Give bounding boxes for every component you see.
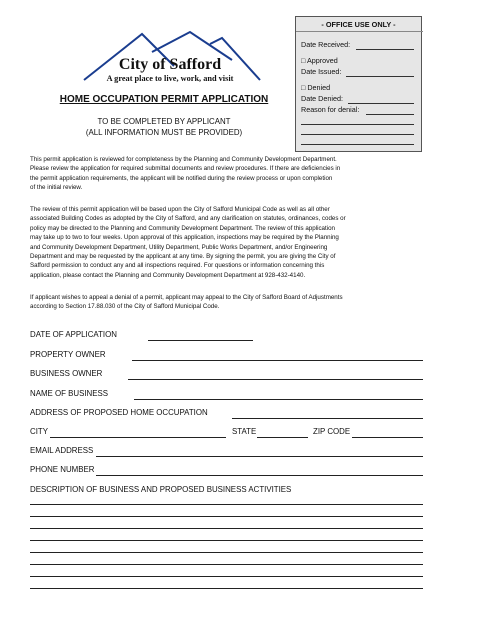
reason-line-4 [301,144,414,145]
paragraph-line: the permit application requirements, the applicant will be notified during the review process or upon completion [30,174,333,182]
date-issued-label: Date Issued: [301,67,342,76]
property-owner-field[interactable] [132,360,423,361]
paragraph-line: Please review the application for required submittal documents and review procedures. If there are deficiencies in [30,165,341,173]
description-line[interactable] [30,588,423,589]
name-of-business-field[interactable] [134,399,423,400]
office-divider [296,31,423,32]
description-line[interactable] [30,552,423,553]
paragraph-line: Safford permission to conduct any and all inspections required. For questions or information concerning this [30,262,325,270]
description-label: DESCRIPTION OF BUSINESS AND PROPOSED BUSINESS ACTIVITIES [30,485,292,494]
description-line[interactable] [30,528,423,529]
city-label: CITY [30,427,48,436]
date-issued-line [346,76,414,77]
email-address-label: EMAIL ADDRESS [30,446,94,455]
paragraph-line: of the initial review. [30,184,83,192]
paragraph-line: Department and may be requested by the applicant at any time. By signing the permit, you are giving the City of [30,253,336,261]
paragraph-review-completeness [30,155,450,193]
name-of-business-label: NAME OF BUSINESS [30,389,109,398]
paragraph-review-basis [30,205,450,280]
address-label: ADDRESS OF PROPOSED HOME OCCUPATION [30,408,208,417]
reason-line-1 [366,114,414,115]
description-line[interactable] [30,504,423,505]
reason-line-3 [301,134,414,135]
paragraph-line: policy may be directed to the Planning and Community Development Department. The review of this application [30,224,335,232]
paragraph-line: application, please contact the Planning and Community Development Department at 928-432-4140. [30,271,306,279]
business-owner-field[interactable] [128,379,423,380]
description-line[interactable] [30,516,423,517]
description-line[interactable] [30,564,423,565]
denied-checkbox: □ Denied [301,83,331,92]
office-use-title: - OFFICE USE ONLY - [321,20,396,29]
email-address-field[interactable] [96,456,423,457]
date-received-line [356,49,414,50]
city-tagline: A great place to live, work, and visit [106,74,234,83]
office-use-box [295,16,422,152]
paragraph-line: associated Building Codes as adopted by the City of Safford, and any clarification on statutes, ordinances, codes or [30,215,346,223]
date-of-application-label: DATE OF APPLICATION [30,330,117,339]
paragraph-line: according to Section 17.88.030 of the City of Safford Municipal Code. [30,303,220,311]
date-received-label: Date Received: [301,40,351,49]
zip-code-label: ZIP CODE [313,427,351,436]
city-name: City of Safford [118,56,222,73]
form-subtitle-1: TO BE COMPLETED BY APPLICANT [97,117,231,126]
description-line[interactable] [30,540,423,541]
address-field[interactable] [232,418,423,419]
state-label: STATE [232,427,257,436]
form-subtitle-2: (ALL INFORMATION MUST BE PROVIDED) [85,128,243,137]
paragraph-line: may take up to two to four weeks. Upon approval of this application, inspections may be required by the Planning [30,234,339,242]
form-title: HOME OCCUPATION PERMIT APPLICATION [59,94,269,105]
date-of-application-field[interactable] [148,340,253,341]
phone-number-label: PHONE NUMBER [30,465,95,474]
business-owner-label: BUSINESS OWNER [30,369,103,378]
property-owner-label: PROPERTY OWNER [30,350,106,359]
state-field[interactable] [257,437,308,438]
paragraph-line: If applicant wishes to appeal a denial of a permit, applicant may appeal to the City of Safford Board of Adjustments [30,294,343,301]
paragraph-line: This permit application is reviewed for completeness by the Planning and Community Development Department. [30,156,337,163]
reason-line-2 [301,124,414,125]
phone-number-field[interactable] [96,475,423,476]
paragraph-appeal [30,293,450,312]
paragraph-line: The review of this permit application will be based upon the City of Safford Municipal Code as well as all other [30,206,330,213]
reason-for-denial-label: Reason for denial: [301,105,360,114]
date-denied-label: Date Denied: [301,94,343,103]
paragraph-line: and Community Development Department, Utility Department, Public Works Department, and/or Engineering [30,243,328,251]
date-denied-line [348,103,414,104]
zip-code-field[interactable] [352,437,423,438]
approved-checkbox: □ Approved [301,56,338,65]
city-field[interactable] [50,437,226,438]
description-line[interactable] [30,576,423,577]
